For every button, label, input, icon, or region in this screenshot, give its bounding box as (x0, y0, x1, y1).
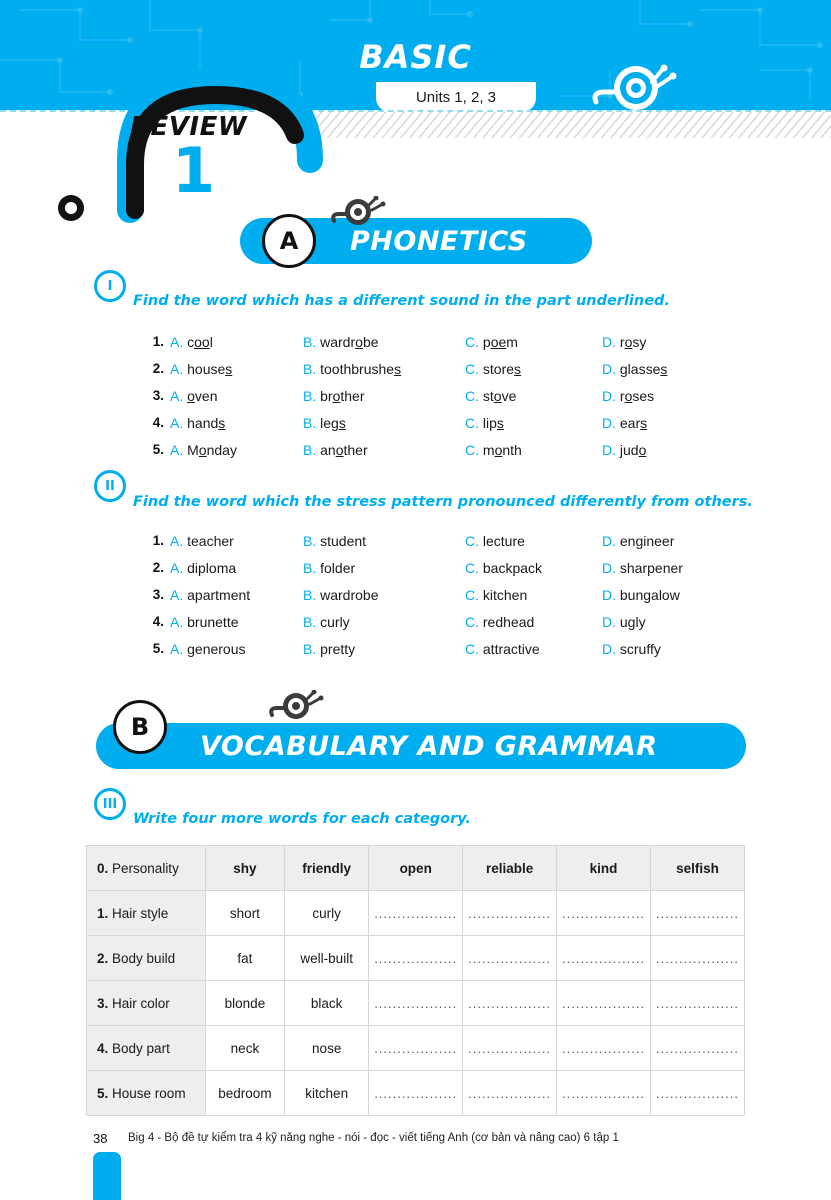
option-b[interactable]: B. pretty (303, 641, 356, 657)
option-a[interactable]: A. houses (170, 361, 233, 377)
question-row (140, 361, 760, 388)
option-b[interactable]: B. another (303, 442, 368, 458)
exercise-numeral: I (107, 278, 113, 294)
table-row (87, 846, 745, 891)
question-row (140, 533, 760, 560)
exercise-instruction-ii: Find the word which the stress pattern pronounced differently from others. (133, 494, 753, 510)
table-answer-blank[interactable]: .................. (463, 1026, 557, 1071)
table-row (87, 1071, 745, 1116)
row-index: 1. (97, 905, 109, 921)
exercise-instruction-iii: Write four more words for each category. (133, 811, 471, 827)
option-b[interactable]: B. folder (303, 560, 356, 576)
question-number: 3. (152, 587, 164, 602)
table-answer-blank[interactable]: .................. (557, 1071, 651, 1116)
option-c[interactable]: C. poem (465, 334, 518, 350)
option-b[interactable]: B. brother (303, 388, 365, 404)
table-answer-blank[interactable]: .................. (557, 981, 651, 1026)
option-b[interactable]: B. wardrobe (303, 334, 379, 350)
option-a[interactable]: A. teacher (170, 533, 234, 549)
question-number: 2. (152, 361, 164, 376)
question-row (140, 560, 760, 587)
table-answer-blank[interactable]: .................. (651, 891, 745, 936)
row-index: 0. (97, 860, 109, 876)
snail-icon (590, 62, 680, 110)
exercise-badge-ii (94, 470, 126, 502)
question-row (140, 415, 760, 442)
question-number: 1. (152, 533, 164, 548)
table-answer-blank[interactable]: .................. (369, 1071, 463, 1116)
row-index: 2. (97, 950, 109, 966)
vocabulary-table (86, 845, 745, 1116)
table-cell: friendly (285, 846, 369, 891)
row-category: Body build (112, 950, 176, 966)
exercise-badge-iii (94, 788, 126, 820)
question-row (140, 587, 760, 614)
exercise-badge-i (94, 270, 126, 302)
table-cell: short (205, 891, 284, 936)
option-d[interactable]: D. ugly (602, 614, 646, 630)
option-c[interactable]: C. lecture (465, 533, 525, 549)
question-row (140, 641, 760, 668)
table-cell: blonde (205, 981, 284, 1026)
option-a[interactable]: A. diploma (170, 560, 237, 576)
option-b[interactable]: B. curly (303, 614, 350, 630)
option-c[interactable]: C. stores (465, 361, 522, 377)
table-cell: shy (205, 846, 284, 891)
table-cell: reliable (463, 846, 557, 891)
option-a[interactable]: A. brunette (170, 614, 239, 630)
option-a[interactable]: A. hands (170, 415, 226, 431)
option-c[interactable]: C. month (465, 442, 522, 458)
question-row (140, 388, 760, 415)
question-row (140, 334, 760, 361)
table-answer-blank[interactable]: .................. (463, 981, 557, 1026)
banner-units-pill (376, 82, 536, 112)
section-banner-vocabulary (96, 723, 746, 769)
table-row (87, 1026, 745, 1071)
question-row (140, 442, 760, 469)
review-label: REVIEW (130, 112, 248, 142)
table-answer-blank[interactable]: .................. (651, 1026, 745, 1071)
question-number: 1. (152, 334, 164, 349)
table-cell: curly (285, 891, 369, 936)
option-d[interactable]: D. scruffy (602, 641, 661, 657)
table-answer-blank[interactable]: .................. (557, 891, 651, 936)
section-letter-label: B (130, 713, 150, 741)
table-cell: nose (285, 1026, 369, 1071)
question-number: 2. (152, 560, 164, 575)
table-answer-blank[interactable]: .................. (463, 891, 557, 936)
banner-units-label: Units 1, 2, 3 (415, 88, 497, 106)
option-a[interactable]: A. generous (170, 641, 246, 657)
option-a[interactable]: A. cool (170, 334, 213, 350)
section-title: VOCABULARY AND GRAMMAR (200, 730, 658, 762)
table-answer-blank[interactable]: .................. (557, 1026, 651, 1071)
option-d[interactable]: D. sharpener (602, 560, 683, 576)
row-index: 4. (97, 1040, 109, 1056)
table-category-cell (87, 936, 206, 981)
section-letter-b (113, 700, 167, 754)
option-b[interactable]: B. wardrobe (303, 587, 379, 603)
snail-icon (268, 690, 324, 720)
option-d[interactable]: D. glasses (602, 361, 668, 377)
snail-icon (330, 196, 386, 226)
option-b[interactable]: B. toothbrushes (303, 361, 402, 377)
banner-title: BASIC (359, 38, 472, 76)
review-number: 1 (172, 134, 216, 207)
row-category: Hair style (112, 905, 169, 921)
table-cell: selfish (651, 846, 745, 891)
footer-text: Big 4 - Bộ đề tự kiểm tra 4 kỹ năng nghe - nói - đọc - viết tiếng Anh (cơ bản và nâng cao) 6 tập 1 (128, 1132, 619, 1144)
row-index: 3. (97, 995, 109, 1011)
option-d[interactable]: D. roses (602, 388, 655, 404)
table-answer-blank[interactable]: .................. (463, 936, 557, 981)
option-d[interactable]: D. bungalow (602, 587, 680, 603)
row-index: 5. (97, 1085, 109, 1101)
option-a[interactable]: A. Monday (170, 442, 237, 458)
option-b[interactable]: B. legs (303, 415, 346, 431)
table-cell: black (285, 981, 369, 1026)
table-cell: kitchen (285, 1071, 369, 1116)
row-category: House room (112, 1085, 186, 1101)
question-number: 4. (152, 614, 164, 629)
option-a[interactable]: A. oven (170, 388, 218, 404)
table-answer-blank[interactable]: .................. (557, 936, 651, 981)
exercise-numeral: III (102, 796, 118, 812)
question-row (140, 614, 760, 641)
table-cell: well-built (285, 936, 369, 981)
option-d[interactable]: D. judo (602, 442, 647, 458)
section-title: PHONETICS (350, 225, 528, 257)
option-d[interactable]: D. engineer (602, 533, 675, 549)
option-c[interactable]: C. attractive (465, 641, 540, 657)
option-c[interactable]: C. kitchen (465, 587, 528, 603)
table-answer-blank[interactable]: .................. (463, 1071, 557, 1116)
table-row (87, 981, 745, 1026)
option-d[interactable]: D. rosy (602, 334, 647, 350)
table-category-cell (87, 1026, 206, 1071)
table-cell: kind (557, 846, 651, 891)
option-c[interactable]: C. redhead (465, 614, 535, 630)
option-c[interactable]: C. lips (465, 415, 504, 431)
table-cell: fat (205, 936, 284, 981)
option-c[interactable]: C. stove (465, 388, 517, 404)
table-answer-blank[interactable]: .................. (369, 981, 463, 1026)
table-category-cell (87, 891, 206, 936)
table-answer-blank[interactable]: .................. (369, 891, 463, 936)
section-letter-label: A (279, 227, 299, 255)
table-answer-blank[interactable]: .................. (651, 936, 745, 981)
row-category: Personality (112, 860, 179, 876)
option-c[interactable]: C. backpack (465, 560, 543, 576)
hatch-strip (300, 112, 831, 138)
table-answer-blank[interactable]: .................. (369, 936, 463, 981)
table-row (87, 891, 745, 936)
footer-tab-marker (93, 1152, 121, 1200)
question-number: 3. (152, 388, 164, 403)
exercise-instruction-i: Find the word which has a different sound in the part underlined. (133, 293, 670, 309)
table-cell: open (369, 846, 463, 891)
table-row (87, 936, 745, 981)
question-number: 5. (152, 442, 164, 457)
table-answer-blank[interactable]: .................. (651, 981, 745, 1026)
option-b[interactable]: B. student (303, 533, 367, 549)
question-number: 5. (152, 641, 164, 656)
table-cell: neck (205, 1026, 284, 1071)
row-category: Body part (112, 1040, 170, 1056)
question-number: 4. (152, 415, 164, 430)
table-category-cell (87, 846, 206, 891)
table-answer-blank[interactable]: .................. (651, 1071, 745, 1116)
option-a[interactable]: A. apartment (170, 587, 251, 603)
table-answer-blank[interactable]: .................. (369, 1026, 463, 1071)
option-d[interactable]: D. ears (602, 415, 648, 431)
table-cell: bedroom (205, 1071, 284, 1116)
exercise-numeral: II (105, 478, 115, 494)
page-number: 38 (93, 1131, 108, 1146)
section-letter-a (262, 214, 316, 268)
table-category-cell (87, 981, 206, 1026)
table-category-cell (87, 1071, 206, 1116)
row-category: Hair color (112, 995, 170, 1011)
